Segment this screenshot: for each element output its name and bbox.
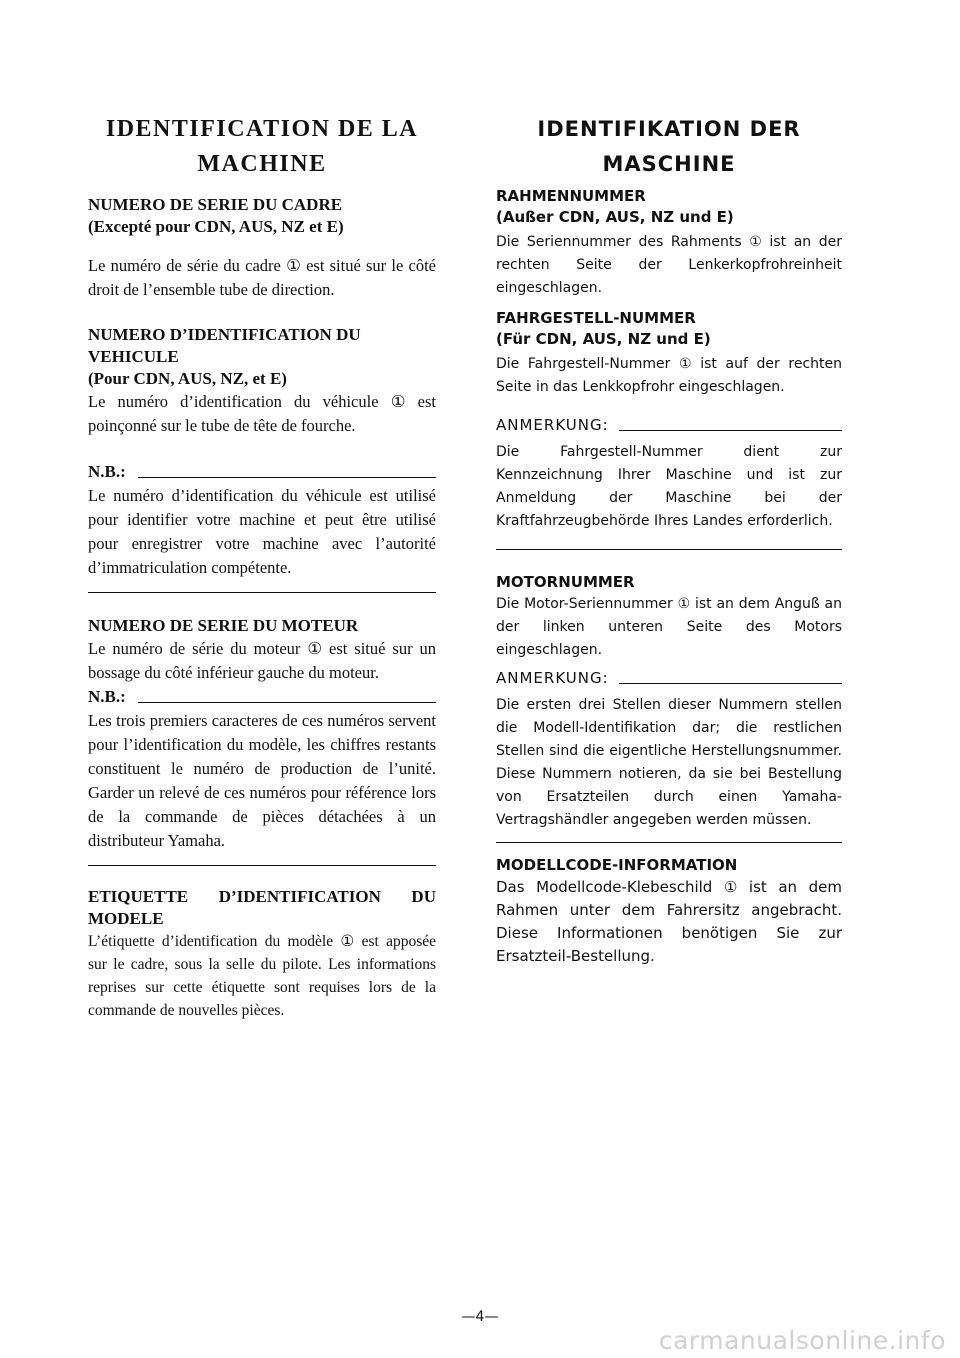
anmerkung-rule	[619, 430, 842, 431]
vin-text: Le numéro d’identification du véhicule ① est poinçonné sur le tube de tête de fourche.	[88, 392, 436, 435]
rahmennummer-text: Die Seriennummer des Rahments ① ist an der rechten Seite der Lenkerkopfrohreinheit eingeschlagen.	[496, 231, 842, 300]
vin-heading-line2: VEHICULE	[88, 347, 179, 366]
frame-serial-text: Le numéro de série du cadre ① est situé sur le côté droit de l’ensemble tube de direction.	[88, 256, 436, 299]
anmerkung-rule	[619, 683, 842, 684]
french-column	[88, 112, 436, 1022]
fahrgestell-subheading: (Für CDN, AUS, NZ und E)	[496, 330, 711, 348]
anmerkung-label: ANMERKUNG:	[496, 669, 609, 687]
model-label-heading-line2: MODELE	[88, 909, 164, 928]
watermark: carmanualsonline.info	[658, 1326, 946, 1355]
callout-1-icon: ①	[390, 392, 406, 411]
callout-1-icon: ①	[286, 256, 301, 275]
callout-1-icon: ①	[679, 356, 692, 372]
french-title-line1: IDENTIFICATION DE LA	[105, 116, 419, 142]
vin-subheading: (Pour CDN, AUS, NZ, et E)	[88, 369, 287, 388]
german-column	[496, 112, 842, 968]
note-header	[88, 685, 436, 709]
model-label-text: L’étiquette d’identification du modèle ① est apposée sur le cadre, sous la selle du pilote. Les informations reprises sur cette étiquette sont requises lors de la commande de nouvelles pièces.	[88, 930, 436, 1022]
vin-heading: NUMERO D’IDENTIFICATION DU	[88, 325, 361, 344]
engine-serial-heading: NUMERO DE SERIE DU MOTEUR	[88, 616, 359, 635]
anmerkung-header	[496, 413, 842, 437]
frame-serial-subheading: (Excepté pour CDN, AUS, NZ et E)	[88, 217, 344, 236]
motornummer-text: Die Motor-Seriennummer ① ist an dem Anguß an der linken unteren Seite des Motors eingeschlagen.	[496, 593, 842, 662]
callout-1-icon: ①	[677, 596, 691, 612]
note-label: N.B.:	[88, 687, 126, 706]
anmerkung-text: Die ersten drei Stellen dieser Nummern stellen die Modell-Identifikation dar; die restlichen Stellen sind die eigentliche Herstellungsnummer. Diese Nummern notieren, da sie bei Bestellung von Ersatzteilen durch einen Yamaha-Vertragshändler angegeben werden müssen.	[496, 697, 842, 828]
modellcode-heading: MODELLCODE-INFORMATION	[496, 856, 738, 874]
rahmennummer-heading: RAHMENNUMMER	[496, 187, 646, 205]
french-title-line2: MACHINE	[197, 151, 327, 177]
german-title-line2: MASCHINE	[602, 152, 736, 176]
german-title-line1: IDENTIFIKATION DER	[537, 117, 801, 141]
anmerkung-text: Die Fahrgestell-Nummer dient zur Kennzeichnung Ihrer Maschine und ist zur Anmeldung der Maschine bei der Kraftfahrzeugbehörde Ihres Landes erforderlich.	[496, 444, 842, 529]
note-text: Le numéro d’identification du véhicule est utilisé pour identifier votre machine et peut être utilisé pour enregistrer votre machine avec l’autorité d’immatriculation compétente.	[88, 486, 436, 577]
note-label: N.B.:	[88, 462, 126, 481]
anmerkung-label: ANMERKUNG:	[496, 416, 609, 434]
page-number: —4—	[461, 1309, 499, 1325]
note-header	[88, 460, 436, 484]
callout-1-icon: ①	[723, 878, 738, 896]
fahrgestell-heading: FAHRGESTELL-NUMMER	[496, 309, 696, 327]
note-text: Les trois premiers caracteres de ces numéros servent pour l’identification du modèle, les chiffres restants constituent le numéro de production de l’unité. Garder un relevé de ces numéros pour référence lors de la commande de pièces détachées à un distributeur Yamaha.	[88, 711, 436, 850]
callout-1-icon: ①	[749, 234, 762, 250]
callout-1-icon: ①	[307, 639, 323, 658]
motornummer-heading: MOTORNUMMER	[496, 573, 635, 591]
note-rule	[138, 702, 436, 703]
anmerkung-header	[496, 666, 842, 690]
model-label-heading: ETIQUETTE D’IDENTIFICATION DU	[88, 887, 436, 906]
rahmennummer-subheading: (Außer CDN, AUS, NZ und E)	[496, 208, 734, 226]
note-rule	[138, 477, 436, 478]
fahrgestell-text: Die Fahrgestell-Nummer ① ist auf der rechten Seite in das Lenkkopfrohr eingeschlagen.	[496, 353, 842, 399]
callout-1-icon: ①	[340, 933, 355, 950]
frame-serial-heading: NUMERO DE SERIE DU CADRE	[88, 195, 343, 214]
engine-serial-text: Le numéro de série du moteur ① est situé sur un bossage du côté inférieur gauche du moteur.	[88, 639, 436, 682]
modellcode-text: Das Modellcode-Klebeschild ① ist an dem Rahmen unter dem Fahrersitz angebracht. Diese Informationen benötigen Sie zur Ersatzteil-Bestellung.	[496, 878, 842, 965]
